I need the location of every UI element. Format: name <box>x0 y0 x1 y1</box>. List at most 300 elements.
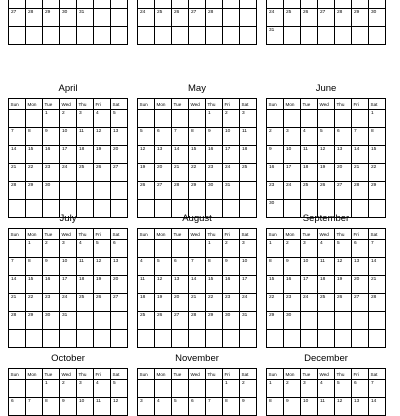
day-cell: 18 <box>318 276 335 294</box>
week-row <box>9 240 128 258</box>
day-cell: 19 <box>318 164 335 182</box>
week-row <box>267 240 386 258</box>
weekday-label: Wed <box>318 369 335 380</box>
weekday-label: Thu <box>335 229 352 240</box>
day-cell: 3 <box>77 110 94 128</box>
day-cell <box>318 330 335 348</box>
weekday-label: Sun <box>9 99 26 110</box>
day-cell: 3 <box>301 380 318 398</box>
day-cell: 3 <box>138 398 155 416</box>
day-cell: 6 <box>189 398 206 416</box>
day-cell <box>26 380 43 398</box>
day-cell: 2 <box>284 240 301 258</box>
day-cell: 8 <box>43 398 60 416</box>
day-cell: 8 <box>267 258 284 276</box>
day-cell: 25 <box>240 164 257 182</box>
day-cell: 16 <box>206 146 223 164</box>
weekday-label: Mon <box>155 99 172 110</box>
day-cell: 26 <box>94 294 111 312</box>
weekday-label: Sun <box>138 229 155 240</box>
day-cell: 6 <box>335 128 352 146</box>
day-cell: 14 <box>369 258 386 276</box>
weekday-label: Tue <box>172 229 189 240</box>
day-cell: 23 <box>206 164 223 182</box>
weekday-label: Sat <box>240 229 257 240</box>
day-cell <box>301 312 318 330</box>
weekday-label: Sun <box>138 99 155 110</box>
day-cell: 29 <box>26 312 43 330</box>
day-cell: 6 <box>111 240 128 258</box>
day-cell: 1 <box>43 110 60 128</box>
week-row <box>267 398 386 416</box>
week-row <box>267 312 386 330</box>
day-cell <box>60 330 77 348</box>
day-cell: 13 <box>172 276 189 294</box>
day-cell <box>240 9 257 27</box>
day-cell: 9 <box>223 258 240 276</box>
weekday-label: Wed <box>189 99 206 110</box>
day-cell: 28 <box>189 312 206 330</box>
week-row <box>267 258 386 276</box>
day-cell <box>318 312 335 330</box>
week-row <box>138 294 257 312</box>
day-cell: 17 <box>240 276 257 294</box>
day-cell: 9 <box>43 258 60 276</box>
week-row <box>267 380 386 398</box>
day-cell <box>189 27 206 45</box>
day-cell <box>352 312 369 330</box>
day-cell: 18 <box>240 146 257 164</box>
week-row <box>9 27 128 45</box>
day-cell: 11 <box>240 128 257 146</box>
day-cell: 15 <box>26 276 43 294</box>
weekday-label: Sat <box>240 99 257 110</box>
day-cell: 7 <box>172 128 189 146</box>
day-cell: 17 <box>223 146 240 164</box>
day-cell <box>155 110 172 128</box>
day-cell <box>335 0 352 9</box>
weekday-label: Sun <box>267 99 284 110</box>
day-cell <box>155 0 172 9</box>
day-cell: 20 <box>335 164 352 182</box>
month-title: April <box>58 83 78 94</box>
day-cell: 12 <box>94 128 111 146</box>
day-cell: 14 <box>369 398 386 416</box>
weekday-label: Tue <box>43 229 60 240</box>
week-row <box>138 146 257 164</box>
day-cell <box>94 312 111 330</box>
day-cell: 25 <box>318 294 335 312</box>
week-row <box>9 398 128 416</box>
weekday-label: Fri <box>223 369 240 380</box>
day-cell: 9 <box>43 128 60 146</box>
day-cell: 30 <box>43 182 60 200</box>
day-cell: 28 <box>9 182 26 200</box>
week-row <box>138 9 257 27</box>
day-cell <box>206 380 223 398</box>
day-cell: 7 <box>369 380 386 398</box>
day-cell <box>172 330 189 348</box>
day-cell: 12 <box>335 258 352 276</box>
day-cell <box>138 0 155 9</box>
day-cell: 28 <box>26 9 43 27</box>
day-cell: 2 <box>223 110 240 128</box>
day-cell: 25 <box>284 9 301 27</box>
weekday-header-row <box>9 369 128 380</box>
day-cell: 28 <box>335 9 352 27</box>
day-cell <box>301 330 318 348</box>
weekday-label: Thu <box>206 99 223 110</box>
day-cell: 24 <box>267 9 284 27</box>
weekday-label: Mon <box>284 369 301 380</box>
day-cell <box>352 110 369 128</box>
day-cell: 18 <box>77 276 94 294</box>
week-row <box>9 330 128 348</box>
day-cell <box>240 0 257 9</box>
day-cell: 13 <box>352 398 369 416</box>
day-cell <box>43 0 60 9</box>
day-cell: 7 <box>9 258 26 276</box>
week-row <box>138 0 257 9</box>
day-cell: 7 <box>369 240 386 258</box>
day-cell: 2 <box>60 380 77 398</box>
day-cell: 5 <box>94 240 111 258</box>
week-row <box>267 294 386 312</box>
day-cell: 19 <box>138 164 155 182</box>
month-grid <box>266 228 386 348</box>
month-grid <box>137 368 257 416</box>
day-cell <box>77 312 94 330</box>
day-cell <box>172 110 189 128</box>
day-cell <box>335 330 352 348</box>
day-cell: 20 <box>352 276 369 294</box>
month-grid <box>266 0 386 45</box>
day-cell <box>223 9 240 27</box>
day-cell <box>284 0 301 9</box>
day-cell <box>284 110 301 128</box>
day-cell: 12 <box>155 276 172 294</box>
day-cell: 14 <box>172 146 189 164</box>
week-row <box>138 240 257 258</box>
week-row <box>9 276 128 294</box>
day-cell: 18 <box>301 164 318 182</box>
weekday-label: Fri <box>223 229 240 240</box>
day-cell <box>9 0 26 9</box>
weekday-header-row <box>9 99 128 110</box>
day-cell <box>9 110 26 128</box>
day-cell <box>335 27 352 45</box>
day-cell: 26 <box>335 294 352 312</box>
day-cell: 17 <box>284 164 301 182</box>
day-cell: 29 <box>189 182 206 200</box>
day-cell: 22 <box>26 164 43 182</box>
day-cell <box>77 27 94 45</box>
day-cell: 27 <box>335 182 352 200</box>
day-cell: 21 <box>352 164 369 182</box>
day-cell: 27 <box>318 9 335 27</box>
day-cell <box>369 27 386 45</box>
day-cell: 23 <box>223 294 240 312</box>
week-row <box>267 0 386 9</box>
day-cell: 4 <box>318 380 335 398</box>
weekday-label: Fri <box>352 229 369 240</box>
day-cell: 8 <box>267 398 284 416</box>
day-cell <box>172 27 189 45</box>
weekday-label: Sat <box>369 99 386 110</box>
day-cell <box>155 27 172 45</box>
day-cell <box>189 240 206 258</box>
day-cell: 20 <box>172 294 189 312</box>
month-grid <box>8 0 128 45</box>
day-cell: 31 <box>267 27 284 45</box>
day-cell: 6 <box>352 380 369 398</box>
day-cell: 5 <box>155 258 172 276</box>
day-cell: 4 <box>301 128 318 146</box>
day-cell: 16 <box>43 146 60 164</box>
day-cell: 4 <box>138 258 155 276</box>
week-row <box>138 110 257 128</box>
day-cell <box>206 27 223 45</box>
day-cell: 25 <box>301 182 318 200</box>
day-cell <box>94 182 111 200</box>
day-cell <box>138 110 155 128</box>
day-cell: 14 <box>189 276 206 294</box>
day-cell <box>240 330 257 348</box>
day-cell <box>369 0 386 9</box>
weekday-label: Wed <box>189 229 206 240</box>
day-cell <box>138 380 155 398</box>
week-row <box>267 276 386 294</box>
weekday-label: Wed <box>189 369 206 380</box>
day-cell: 27 <box>189 9 206 27</box>
day-cell <box>138 27 155 45</box>
day-cell: 6 <box>155 128 172 146</box>
day-cell: 5 <box>172 398 189 416</box>
day-cell <box>26 27 43 45</box>
day-cell: 5 <box>335 240 352 258</box>
day-cell <box>301 0 318 9</box>
week-row <box>267 182 386 200</box>
day-cell: 11 <box>318 398 335 416</box>
weekday-label: Mon <box>155 369 172 380</box>
day-cell: 9 <box>284 258 301 276</box>
week-row <box>138 164 257 182</box>
day-cell <box>26 110 43 128</box>
day-cell: 1 <box>206 240 223 258</box>
day-cell <box>284 330 301 348</box>
day-cell: 13 <box>155 146 172 164</box>
day-cell <box>43 27 60 45</box>
day-cell: 16 <box>223 276 240 294</box>
day-cell: 21 <box>369 276 386 294</box>
day-cell: 29 <box>206 312 223 330</box>
day-cell <box>223 27 240 45</box>
day-cell: 27 <box>155 182 172 200</box>
day-cell: 26 <box>138 182 155 200</box>
day-cell <box>301 27 318 45</box>
day-cell <box>60 27 77 45</box>
day-cell: 30 <box>223 312 240 330</box>
day-cell: 2 <box>267 128 284 146</box>
day-cell: 7 <box>206 398 223 416</box>
day-cell: 29 <box>43 9 60 27</box>
day-cell: 24 <box>138 9 155 27</box>
day-cell: 10 <box>284 146 301 164</box>
weekday-header-row <box>138 229 257 240</box>
day-cell <box>172 380 189 398</box>
day-cell: 10 <box>301 258 318 276</box>
day-cell: 12 <box>94 258 111 276</box>
day-cell <box>352 330 369 348</box>
day-cell: 28 <box>352 182 369 200</box>
day-cell: 15 <box>369 146 386 164</box>
week-row <box>138 128 257 146</box>
day-cell <box>26 0 43 9</box>
day-cell: 18 <box>77 146 94 164</box>
week-row <box>9 0 128 9</box>
day-cell <box>138 330 155 348</box>
day-cell: 30 <box>284 312 301 330</box>
day-cell <box>267 330 284 348</box>
day-cell: 29 <box>369 182 386 200</box>
day-cell: 20 <box>155 164 172 182</box>
day-cell <box>111 182 128 200</box>
day-cell: 2 <box>240 380 257 398</box>
day-cell: 12 <box>318 146 335 164</box>
day-cell: 1 <box>267 380 284 398</box>
week-row <box>9 182 128 200</box>
weekday-label: Sun <box>9 229 26 240</box>
day-cell <box>267 0 284 9</box>
day-cell: 7 <box>189 258 206 276</box>
day-cell: 13 <box>111 258 128 276</box>
day-cell <box>369 330 386 348</box>
day-cell <box>9 240 26 258</box>
week-row <box>9 164 128 182</box>
day-cell: 5 <box>111 110 128 128</box>
day-cell: 23 <box>43 294 60 312</box>
week-row <box>9 294 128 312</box>
weekday-label: Wed <box>60 99 77 110</box>
weekday-label: Tue <box>172 99 189 110</box>
week-row <box>138 182 257 200</box>
day-cell: 1 <box>223 380 240 398</box>
day-cell: 6 <box>352 240 369 258</box>
day-cell <box>369 312 386 330</box>
day-cell: 13 <box>111 128 128 146</box>
day-cell: 17 <box>60 276 77 294</box>
day-cell <box>9 380 26 398</box>
day-cell: 1 <box>43 380 60 398</box>
weekday-label: Sat <box>240 369 257 380</box>
weekday-label: Tue <box>301 369 318 380</box>
day-cell <box>223 330 240 348</box>
weekday-label: Thu <box>77 229 94 240</box>
day-cell: 13 <box>335 146 352 164</box>
month-grid <box>137 0 257 45</box>
day-cell: 11 <box>318 258 335 276</box>
day-cell: 19 <box>94 276 111 294</box>
day-cell <box>111 27 128 45</box>
day-cell: 19 <box>94 146 111 164</box>
week-row <box>267 27 386 45</box>
day-cell: 24 <box>60 294 77 312</box>
week-row <box>267 110 386 128</box>
day-cell: 1 <box>26 240 43 258</box>
day-cell: 23 <box>267 182 284 200</box>
weekday-label: Wed <box>318 99 335 110</box>
day-cell <box>77 330 94 348</box>
weekday-label: Sun <box>9 369 26 380</box>
day-cell: 30 <box>60 9 77 27</box>
day-cell: 5 <box>318 128 335 146</box>
day-cell <box>352 27 369 45</box>
weekday-label: Tue <box>172 369 189 380</box>
weekday-label: Fri <box>94 369 111 380</box>
day-cell: 5 <box>335 380 352 398</box>
day-cell: 25 <box>138 312 155 330</box>
weekday-label: Wed <box>60 369 77 380</box>
week-row <box>267 128 386 146</box>
day-cell: 8 <box>189 128 206 146</box>
day-cell: 2 <box>60 110 77 128</box>
day-cell <box>94 330 111 348</box>
day-cell: 24 <box>240 294 257 312</box>
week-row <box>267 330 386 348</box>
day-cell: 10 <box>240 258 257 276</box>
day-cell: 28 <box>369 294 386 312</box>
day-cell: 17 <box>301 276 318 294</box>
day-cell: 15 <box>189 146 206 164</box>
day-cell <box>77 0 94 9</box>
day-cell <box>189 380 206 398</box>
weekday-label: Mon <box>284 99 301 110</box>
day-cell: 2 <box>43 240 60 258</box>
day-cell: 26 <box>155 312 172 330</box>
month-grid <box>8 368 128 416</box>
week-row <box>9 9 128 27</box>
day-cell: 8 <box>223 398 240 416</box>
month-title: August <box>182 213 212 224</box>
day-cell: 12 <box>111 398 128 416</box>
month-grid <box>137 98 257 218</box>
month-title: September <box>302 213 350 224</box>
day-cell: 15 <box>267 276 284 294</box>
weekday-label: Sat <box>369 369 386 380</box>
day-cell: 29 <box>267 312 284 330</box>
day-cell <box>318 27 335 45</box>
weekday-label: Tue <box>43 369 60 380</box>
weekday-label: Mon <box>155 229 172 240</box>
day-cell <box>284 27 301 45</box>
day-cell <box>240 182 257 200</box>
day-cell: 7 <box>352 128 369 146</box>
weekday-label: Sat <box>111 229 128 240</box>
day-cell: 10 <box>60 128 77 146</box>
weekday-header-row <box>267 99 386 110</box>
day-cell <box>189 330 206 348</box>
day-cell: 9 <box>284 398 301 416</box>
day-cell: 22 <box>26 294 43 312</box>
day-cell: 6 <box>172 258 189 276</box>
weekday-label: Tue <box>43 99 60 110</box>
month-grid <box>8 228 128 348</box>
day-cell: 3 <box>240 110 257 128</box>
month-title: October <box>51 353 85 364</box>
day-cell: 14 <box>9 146 26 164</box>
day-cell: 9 <box>240 398 257 416</box>
day-cell <box>111 330 128 348</box>
